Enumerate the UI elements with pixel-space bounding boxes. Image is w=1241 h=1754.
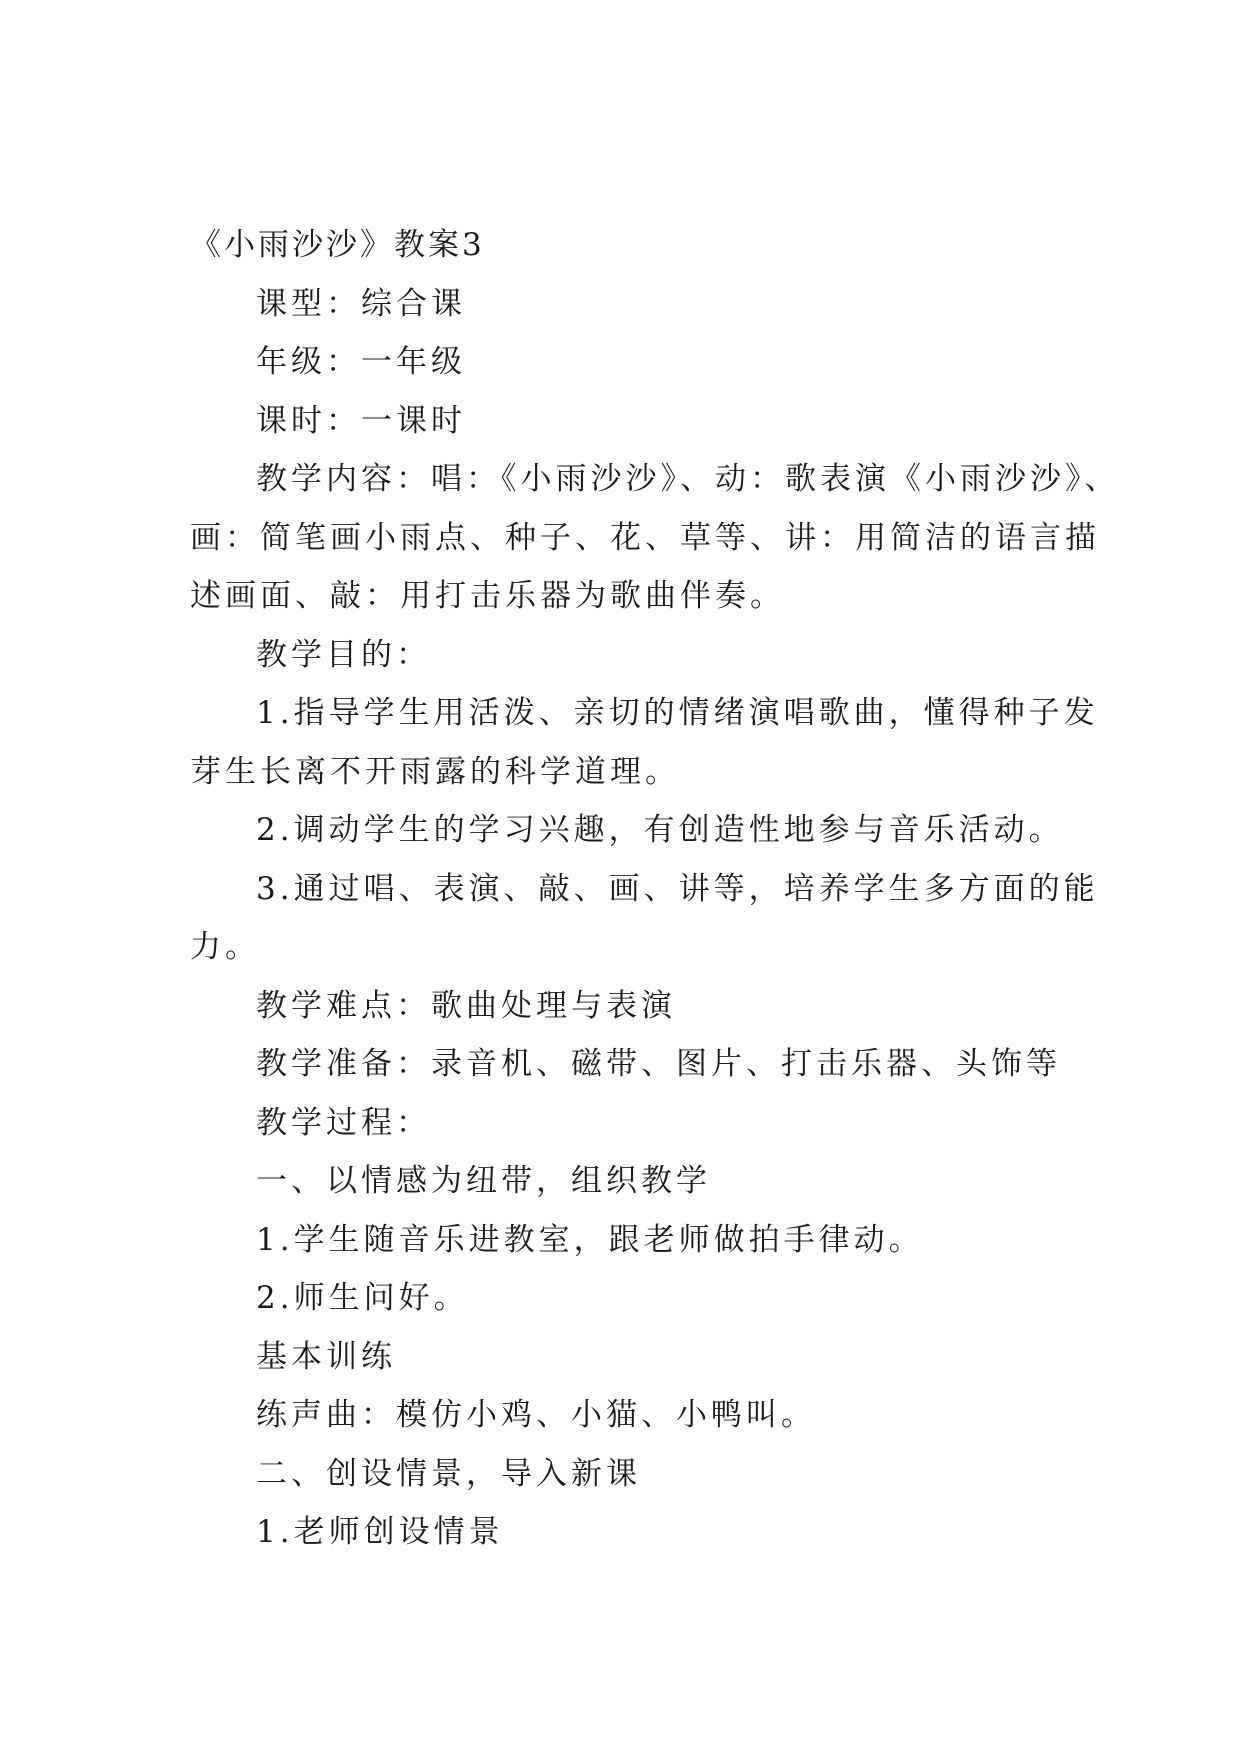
section-1-item-1: 1.学生随音乐进教室，跟老师做拍手律动。 xyxy=(256,1221,924,1258)
teaching-content-paragraph xyxy=(190,450,1120,626)
vocal-practice: 练声曲：模仿小鸡、小猫、小鸭叫。 xyxy=(256,1397,816,1433)
goal-2: 2.调动学生的学习兴趣，有创造性地参与音乐活动。 xyxy=(256,812,1064,848)
section-1-heading: 一、以情感为纽带，组织教学 xyxy=(256,1163,711,1199)
class-period: 课时：一课时 xyxy=(256,402,466,439)
teaching-difficulty: 教学难点：歌曲处理与表演 xyxy=(256,987,676,1024)
teaching-content-line-3: 述画面、敲：用打击乐器为歌曲伴奏。 xyxy=(190,578,785,614)
goal-3-paragraph xyxy=(190,860,1099,977)
grade: 年级：一年级 xyxy=(256,344,466,380)
goal-1-line-2: 芽生长离不开雨露的科学道理。 xyxy=(190,753,680,790)
teaching-preparation: 教学准备：录音机、磁带、图片、打击乐器、头饰等 xyxy=(256,1046,1061,1082)
section-2-item-1: 1.老师创设情景 xyxy=(256,1514,504,1550)
goal-3-line-1: 3.通过唱、表演、敲、画、讲等，培养学生多方面的能 xyxy=(256,870,1099,907)
teaching-goals-heading: 教学目的： xyxy=(256,636,431,673)
teaching-content-line-2: 画：简笔画小雨点、种子、花、草等、讲：用简洁的语言描 xyxy=(190,519,1100,556)
lesson-type: 课型：综合课 xyxy=(256,285,466,322)
goal-1-line-1: 1.指导学生用活泼、亲切的情绪演唱歌曲，懂得种子发 xyxy=(256,695,1099,731)
section-2-heading: 二、创设情景，导入新课 xyxy=(256,1455,641,1492)
basic-training-heading: 基本训练 xyxy=(256,1338,396,1375)
goal-1-paragraph xyxy=(190,684,1099,801)
section-1-item-2: 2.师生问好。 xyxy=(256,1280,469,1316)
document-title: 《小雨沙沙》教案3 xyxy=(190,227,485,263)
document-body xyxy=(190,216,1120,1562)
teaching-content-line-1: 教学内容：唱：《小雨沙沙》、动：歌表演《小雨沙沙》、 xyxy=(256,461,1120,497)
goal-3-line-2: 力。 xyxy=(190,929,260,965)
teaching-process-heading: 教学过程： xyxy=(256,1104,431,1141)
